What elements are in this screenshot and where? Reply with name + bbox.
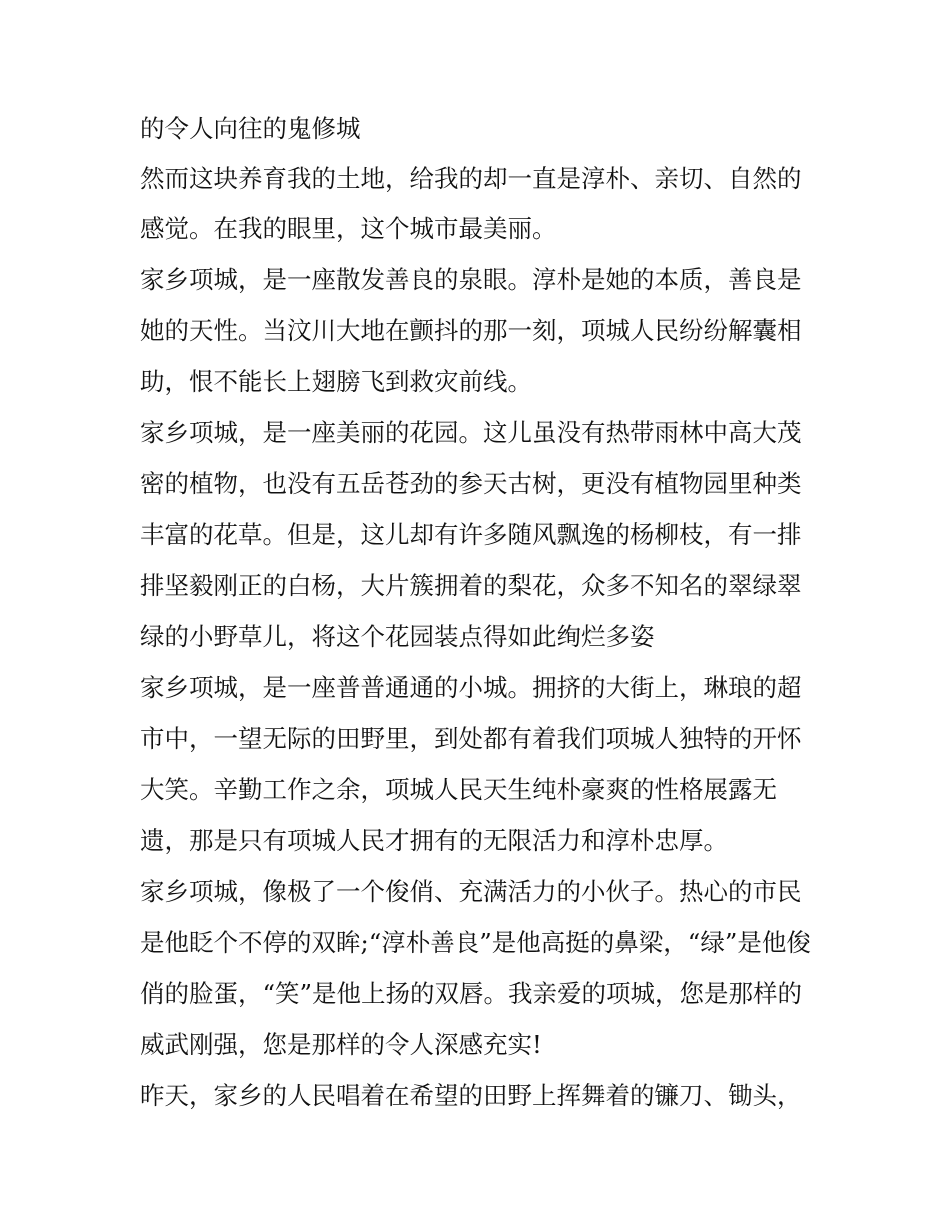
text-line: 市中，一望无际的田野里，到处都有着我们项城人独特的开怀	[140, 724, 802, 753]
text-line: 遗，那是只有项城人民才拥有的无限活力和淳朴忠厚。	[140, 826, 728, 855]
text-line: 是他眨个不停的双眸;“淳朴善良”是他高挺的鼻梁，“绿”是他俊	[140, 928, 811, 957]
text-line: 家乡项城，像极了一个俊俏、充满活力的小伙子。热心的市民	[140, 877, 802, 906]
text-line: 俏的脸蛋，“笑”是他上扬的双唇。我亲爱的项城，您是那样的	[140, 979, 803, 1008]
text-line: 家乡项城，是一座美丽的花园。这儿虽没有热带雨林中高大茂	[140, 418, 802, 447]
text-line: 丰富的花草。但是，这儿却有许多随风飘逸的杨柳枝，有一排	[140, 520, 802, 549]
text-line: 然而这块养育我的土地，给我的却一直是淳朴、亲切、自然的	[140, 164, 802, 193]
text-line: 昨天，家乡的人民唱着在希望的田野上挥舞着的镰刀、锄头，	[140, 1081, 802, 1110]
text-line: 的令人向往的鬼修城	[140, 114, 361, 143]
text-line: 家乡项城，是一座散发善良的泉眼。淳朴是她的本质，善良是	[140, 265, 802, 294]
text-line: 她的天性。当汶川大地在颤抖的那一刻，项城人民纷纷解囊相	[140, 316, 802, 345]
text-line: 感觉。在我的眼里，这个城市最美丽。	[140, 214, 557, 243]
text-line: 绿的小野草儿，将这个花园装点得如此绚烂多姿	[140, 622, 655, 651]
text-line: 密的植物，也没有五岳苍劲的参天古树，更没有植物园里种类	[140, 469, 802, 498]
text-line: 排坚毅刚正的白杨，大片簇拥着的梨花，众多不知名的翠绿翠	[140, 571, 802, 600]
text-line: 助，恨不能长上翅膀飞到救灾前线。	[140, 367, 532, 396]
text-line: 威武刚强，您是那样的令人深感充实!	[140, 1030, 542, 1059]
text-line: 家乡项城，是一座普普通通的小城。拥挤的大街上，琳琅的超	[140, 673, 802, 702]
text-line: 大笑。辛勤工作之余，项城人民天生纯朴豪爽的性格展露无	[140, 775, 777, 804]
